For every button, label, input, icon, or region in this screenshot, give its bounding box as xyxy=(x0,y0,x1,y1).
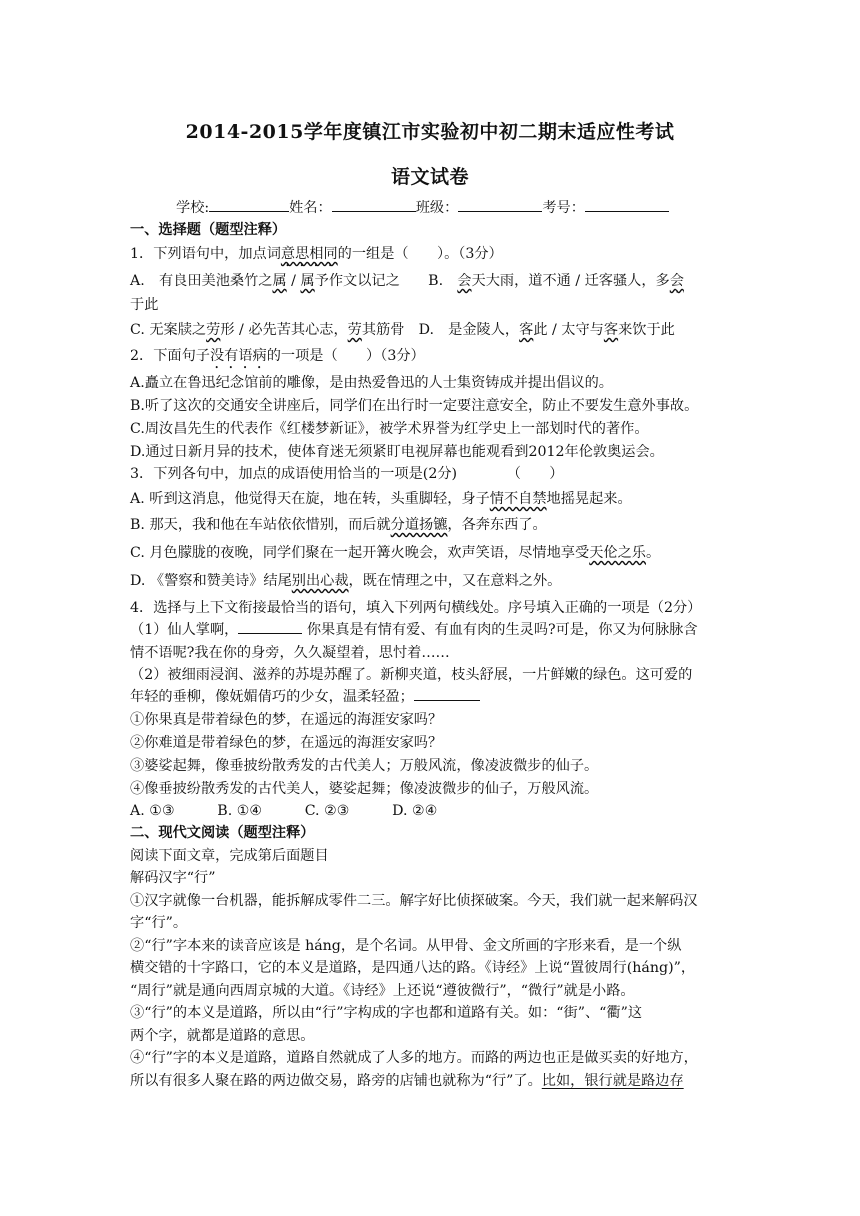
q1-option-c-text: C. 无案牍之 xyxy=(130,322,207,338)
q4-choices: A. ①③ B. ①④ C. ②③ D. ②④ xyxy=(130,803,438,819)
q1-stem-text-end: 的一组是（ ）。（3分） xyxy=(337,246,503,262)
q1-option-c-mid: 形 / 必先苦其心志， xyxy=(220,322,348,338)
school-label: 学校: xyxy=(176,200,210,216)
article-p4-line1: ④“行”字的本义是道路，道路自然就成了人多的地方。而路的两边也正是做买卖的好地方， xyxy=(130,1050,698,1066)
q4-blank-2[interactable] xyxy=(414,686,480,701)
article-p3-line1: ③“行”的本义是道路，所以由“行”字构成的字也都和道路有关。如：“街”、“衢”这 xyxy=(130,1005,643,1021)
q1-option-c-word2: 劳 xyxy=(347,322,362,338)
q4-option-1: ①你果真是带着绿色的梦，在遥远的海涯安家吗？ xyxy=(130,712,443,728)
q1-option-c-word1: 劳 xyxy=(206,322,221,338)
q3-option-d xyxy=(130,570,735,592)
class-field[interactable] xyxy=(458,197,542,212)
q2-option-c: C.周汝昌先生的代表作《红楼梦新证》，被学术界誉为红学史上一部划时代的著作。 xyxy=(130,421,649,437)
q1-option-b-text: 天大雨，道不通 / 迁客骚人，多 xyxy=(471,273,670,289)
q4-passage2-line2 xyxy=(130,686,735,708)
q1-option-d-word1: 客 xyxy=(519,322,534,338)
q2-stem xyxy=(130,345,735,372)
article-p4-underlined: 比如，银行就是路边存 xyxy=(541,1073,684,1089)
article-p2-line3: “周行”就是通向西周京城的大道。《诗经》上还说“遵彼微行”，“微行”就是小路。 xyxy=(130,983,635,999)
q1-option-a-end: 予作文以记之 B. xyxy=(314,273,458,289)
q2-option-d: D.通过日新月异的技术，使体育迷无须紧盯电视屏幕也能观看到2012年伦敦奥运会。 xyxy=(130,444,664,460)
q1-option-b-word2: 会 xyxy=(669,273,684,289)
section1-heading: 一、选择题（题型注释） xyxy=(130,222,287,238)
q1-option-a-word2: 属 xyxy=(300,273,315,289)
reading-instruction: 阅读下面文章，完成第后面题目 xyxy=(130,848,329,864)
q4-passage1-rest: 你果真是有情有爱、有血有肉的生灵吗?可是，你又为何脉脉含 xyxy=(302,622,698,638)
q1-stem-text: 1．下列语句中，加点词 xyxy=(130,246,281,262)
q4-blank-1[interactable] xyxy=(238,619,302,634)
q2-stem-emphasis: 没有语病 xyxy=(209,348,267,364)
exam-subtitle: 语文试卷 xyxy=(390,166,469,188)
student-info-row xyxy=(176,197,736,219)
q4-option-2: ②你难道是带着绿色的梦，在遥远的海涯安家吗？ xyxy=(130,735,443,751)
q3-option-a-text: A. 听到这消息，他觉得天在旋，地在转，头重脚轻，身子 xyxy=(130,491,490,507)
article-p2-line2: 横交错的十字路口，它的本义是道路，是四通八达的路。《诗经》上说“置彼周行(háng)”， xyxy=(130,960,696,976)
q1-option-a-text: A. 有良田美池桑竹之 xyxy=(130,273,273,289)
q1-options-ab xyxy=(130,270,735,292)
q3-option-d-end: ，既在情理之中，又在意料之外。 xyxy=(348,573,562,589)
article-p4-text: 所以有很多人聚在路的两边做交易，路旁的店铺也就称为“行”了。 xyxy=(130,1073,542,1089)
article-p1-line1: ①汉字就像一台机器，能拆解成零件二三。解字好比侦探破案。今天，我们就一起来解码汉 xyxy=(130,893,698,909)
q4-passage1-line2: 情不语呢?我在你的身旁，久久凝望着，思忖着…… xyxy=(130,645,450,661)
article-title: 解码汉字“行” xyxy=(130,870,216,886)
q2-stem-text-end: 的一项是（ ）（3分） xyxy=(266,348,425,364)
q2-option-a: A.矗立在鲁迅纪念馆前的雕像，是由热爱鲁迅的人士集资铸成并提出倡议的。 xyxy=(130,375,613,391)
article-p2-line1: ②“行”字本来的读音应该是 háng，是个名词。从甲骨、金文所画的字形来看，是一个纵 xyxy=(130,938,682,954)
q3-option-c-text: C. 月色朦胧的夜晚，同学们聚在一起开篝火晚会，欢声笑语，尽情地享受 xyxy=(130,545,590,561)
q4-passage2-line1: （2）被细雨浸润、滋养的苏堤苏醒了。新柳夹道，枝头舒展，一片鲜嫩的绿色。这可爱的 xyxy=(130,667,693,683)
q1-option-a-sep: / xyxy=(286,273,301,289)
q1-option-b-continued: 于此 xyxy=(130,297,159,313)
q1-option-d-text: 此 / 太守与 xyxy=(533,322,604,338)
q2-stem-text: 2．下面句子 xyxy=(130,348,210,364)
exam-no-field[interactable] xyxy=(585,197,669,212)
q4-passage1-start: （1）仙人掌啊， xyxy=(130,622,239,638)
class-label: 班级： xyxy=(415,200,459,216)
q3-option-c-end: 。 xyxy=(645,545,661,561)
q3-option-b xyxy=(130,514,735,536)
q3-option-a-end: 地摇晃起来。 xyxy=(546,491,632,507)
q1-option-b-word1: 会 xyxy=(457,273,472,289)
q3-option-d-text: D. 《警察和赞美诗》结尾 xyxy=(130,573,292,589)
q1-option-d-end: 来饮于此 xyxy=(618,322,675,338)
q4-stem: 4．选择与上下文衔接最恰当的语句，填入下列两句横线处。序号填入正确的一项是（2分） xyxy=(130,600,702,616)
q3-option-b-end: ，各奔东西了。 xyxy=(447,517,547,533)
exam-no-label: 考号： xyxy=(542,200,585,216)
article-p3-line2: 两个字，就都是道路的意思。 xyxy=(130,1028,315,1044)
q1-option-c-end: 其筋骨 D. 是金陵人， xyxy=(361,322,520,338)
q3-option-b-idiom: 分道扬镳 xyxy=(390,517,448,533)
name-field[interactable] xyxy=(332,197,416,212)
q1-stem-emphasis: 意思相同 xyxy=(280,246,338,262)
q4-option-4: ④像垂披纷散秀发的古代美人，婆娑起舞；像凌波微步的仙子，万般风流。 xyxy=(130,781,599,797)
q3-option-d-idiom: 别出心裁 xyxy=(291,573,349,589)
q1-option-d-word2: 客 xyxy=(603,322,619,338)
q3-stem: 3．下列各句中，加点的成语使用恰当的一项是(2分) （ ） xyxy=(130,466,564,482)
q4-passage1-line1 xyxy=(130,619,735,641)
q4-passage2-text: 年轻的垂柳，像妩媚倩巧的少女，温柔轻盈； xyxy=(130,689,414,705)
q1-stem xyxy=(130,243,735,270)
section2-heading: 二、现代文阅读（题型注释） xyxy=(130,825,315,841)
name-label: 姓名： xyxy=(289,200,332,216)
q2-option-b: B.听了这次的交通安全讲座后，同学们在出行时一定要注意安全，防止不要发生意外事故。 xyxy=(130,398,699,414)
q4-option-3: ③婆娑起舞，像垂披纷散秀发的古代美人；万般风流，像凌波微步的仙子。 xyxy=(130,758,599,774)
article-p1-line2: 字“行”。 xyxy=(130,915,188,931)
q1-options-cd xyxy=(130,319,735,341)
school-field[interactable] xyxy=(209,197,289,212)
q3-option-a-idiom: 情不自禁 xyxy=(489,491,547,507)
q3-option-b-text: B. 那天，我和他在车站依依惜别，而后就 xyxy=(130,517,391,533)
q1-option-a-word1: 属 xyxy=(272,273,287,289)
q3-option-c-idiom: 天伦之乐 xyxy=(589,545,646,561)
q3-option-a xyxy=(130,488,735,510)
q3-option-c xyxy=(130,542,735,564)
exam-title: 2014-2015学年度镇江市实验初中初二期末适应性考试 xyxy=(185,121,675,143)
article-p4-line2 xyxy=(130,1070,735,1092)
